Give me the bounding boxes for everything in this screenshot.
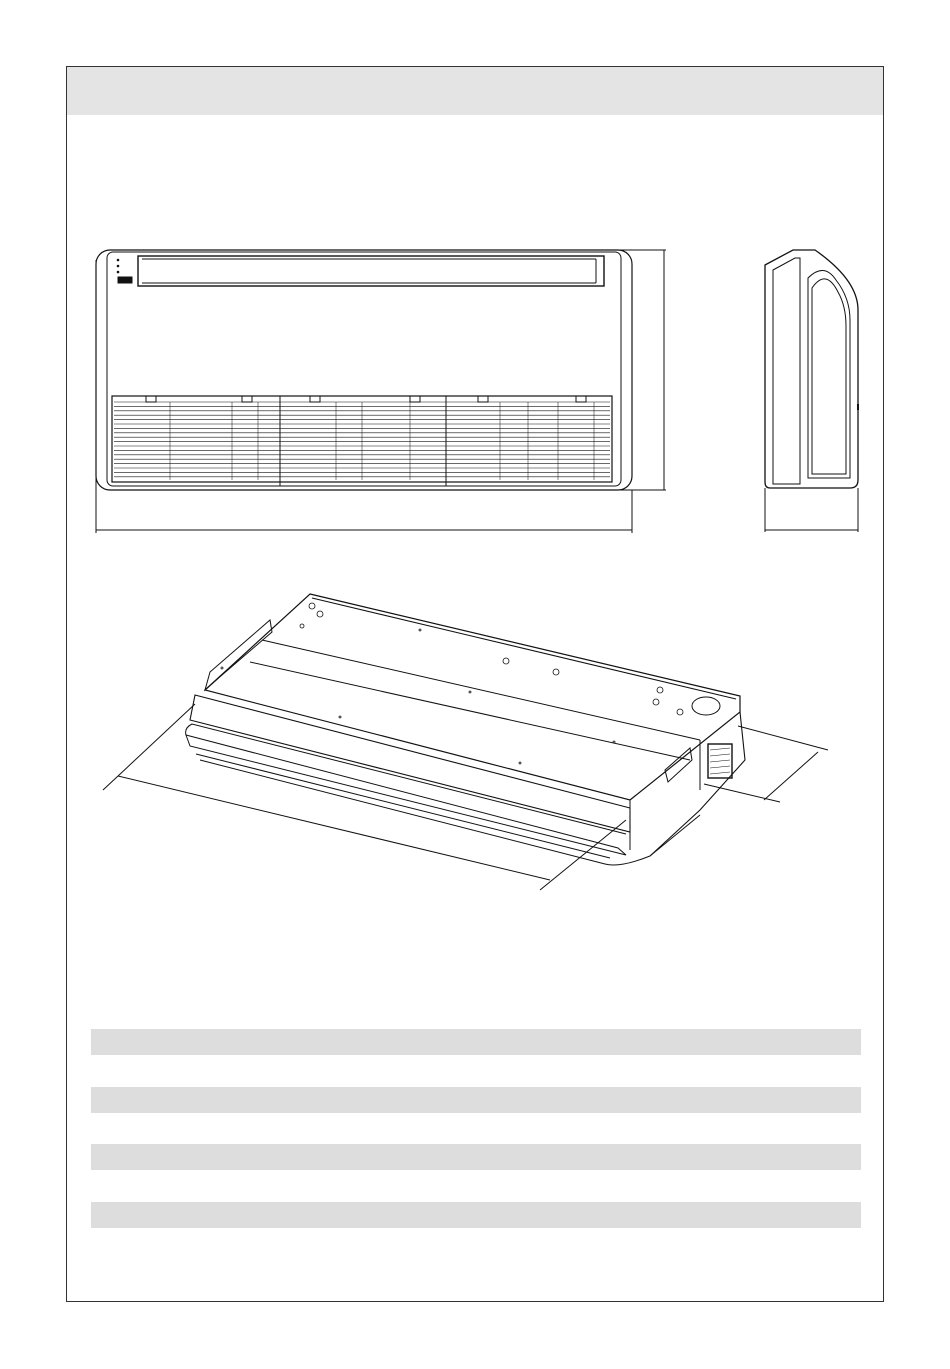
grille-tab <box>310 396 320 402</box>
grille-tab <box>146 396 156 402</box>
grille-tab <box>242 396 252 402</box>
side-view-drawing <box>765 250 858 532</box>
grille-tab <box>410 396 420 402</box>
grille-lines <box>114 402 610 480</box>
grille-tab <box>478 396 488 402</box>
indicator-panel <box>117 259 132 283</box>
grille-tab <box>576 396 586 402</box>
front-view-drawing <box>96 250 666 533</box>
isometric-view-drawing <box>103 594 828 890</box>
grille-tabs <box>146 396 586 402</box>
